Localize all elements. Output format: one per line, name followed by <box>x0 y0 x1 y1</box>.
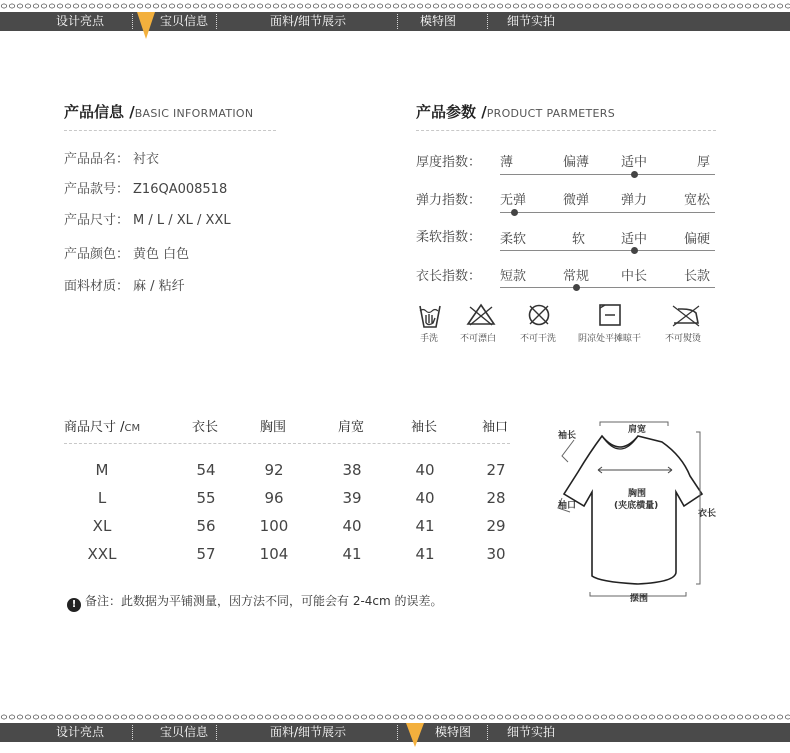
param-option: 微弹 <box>563 193 590 208</box>
param-option: 薄 <box>500 155 514 170</box>
measurement-note: ! 备注：此数据为平铺测量，因方法不同，可能会有 2-4cm 的误差。 <box>67 592 443 612</box>
value-cell: 57 <box>196 545 216 563</box>
param-option: 适中 <box>621 155 648 170</box>
param-option: 宽松 <box>684 193 711 208</box>
value-cell: 41 <box>342 545 362 563</box>
value-cell: 104 <box>259 545 289 563</box>
param-label-softness: 柔软指数： <box>416 230 482 245</box>
param-label-thickness: 厚度指数： <box>416 155 482 170</box>
value-cell: 38 <box>342 461 362 479</box>
value-cell: 30 <box>486 545 506 563</box>
nav-separator <box>487 725 488 740</box>
nav-item-fabric[interactable]: 面料/细节展示 <box>270 14 347 28</box>
params-heading: 产品参数 /PRODUCT PARMETERS <box>416 103 615 121</box>
value-cell: 27 <box>486 461 506 479</box>
size-table-header: 袖长 <box>411 420 438 435</box>
value-cell: 41 <box>415 517 435 535</box>
diagram-label-shoulder: 肩宽 <box>628 425 647 435</box>
param-option: 偏薄 <box>563 155 590 170</box>
diagram-label-chest-sub: (夹底横量) <box>614 501 659 511</box>
nav-separator <box>216 725 217 740</box>
size-table-header: 衣长 <box>192 420 219 435</box>
value-cell: 100 <box>259 517 289 535</box>
diagram-label-chest: 胸围 <box>628 489 647 499</box>
param-option: 软 <box>572 232 586 247</box>
params-divider <box>416 130 716 131</box>
hand-wash-icon <box>418 303 442 329</box>
measurement-diagram <box>548 412 728 612</box>
diagram-label-hem: 摆围 <box>630 594 649 604</box>
param-option: 适中 <box>621 232 648 247</box>
param-indicator-dot <box>631 247 638 254</box>
nav-item-detail[interactable]: 细节实拍 <box>507 14 556 28</box>
param-option: 弹力 <box>621 193 648 208</box>
diagram-label-cuff: 袖口 <box>558 501 577 511</box>
nav-item-model[interactable]: 模特图 <box>420 14 457 28</box>
param-label-length: 衣长指数： <box>416 269 482 284</box>
chain-border <box>0 713 790 721</box>
size-table-header: 肩宽 <box>338 420 365 435</box>
param-option: 无弹 <box>500 193 527 208</box>
no-iron-icon <box>670 303 702 327</box>
size-table-header: 胸围 <box>260 420 287 435</box>
param-option: 短款 <box>500 269 527 284</box>
value-cell: 55 <box>196 489 216 507</box>
bottom-nav-bar <box>0 723 790 742</box>
param-option: 柔软 <box>500 232 527 247</box>
value-cell: 54 <box>196 461 216 479</box>
info-row-color: 产品颜色： 黄色 白色 <box>64 247 190 262</box>
param-scale-line <box>500 287 715 288</box>
nav-separator <box>397 14 398 29</box>
size-cell: XL <box>92 517 112 535</box>
nav-separator <box>132 14 133 29</box>
size-cell: XXL <box>87 545 117 563</box>
care-label: 不可干洗 <box>520 334 557 344</box>
nav-item-detail[interactable]: 细节实拍 <box>507 725 556 739</box>
value-cell: 40 <box>342 517 362 535</box>
nav-separator <box>487 14 488 29</box>
size-table-header: 袖口 <box>482 420 509 435</box>
info-row-name: 产品品名： 衬衣 <box>64 152 160 167</box>
value-cell: 29 <box>486 517 506 535</box>
active-nav-arrow-icon <box>137 12 155 39</box>
param-scale-line <box>500 174 715 175</box>
info-heading: 产品信息 /BASIC INFORMATION <box>64 103 254 121</box>
param-option: 厚 <box>697 155 711 170</box>
active-nav-arrow-icon <box>406 723 424 747</box>
value-cell: 96 <box>264 489 284 507</box>
nav-item-design[interactable]: 设计亮点 <box>56 725 105 739</box>
info-row-material: 面料材质： 麻 / 粘纤 <box>64 279 185 294</box>
shade-dry-flat-icon <box>598 303 622 327</box>
param-option: 偏硬 <box>684 232 711 247</box>
value-cell: 92 <box>264 461 284 479</box>
diagram-label-sleeve-length: 袖长 <box>558 431 577 441</box>
value-cell: 40 <box>415 461 435 479</box>
size-cell: M <box>95 461 109 479</box>
value-cell: 28 <box>486 489 506 507</box>
value-cell: 41 <box>415 545 435 563</box>
no-dry-clean-icon <box>527 303 551 327</box>
info-row-size: 产品尺寸： M / L / XL / XXL <box>64 213 231 228</box>
top-nav <box>0 0 790 34</box>
param-indicator-dot <box>511 209 518 216</box>
nav-item-model[interactable]: 模特图 <box>435 725 472 739</box>
nav-separator <box>132 725 133 740</box>
param-label-elasticity: 弹力指数： <box>416 193 482 208</box>
nav-separator <box>397 725 398 740</box>
param-option: 常规 <box>563 269 590 284</box>
size-table-divider <box>64 443 510 444</box>
warning-icon: ! <box>67 598 81 612</box>
nav-item-info[interactable]: 宝贝信息 <box>160 725 209 739</box>
param-scale-line <box>500 250 715 251</box>
param-indicator-dot <box>631 171 638 178</box>
nav-separator <box>216 14 217 29</box>
no-bleach-icon <box>466 303 496 327</box>
care-label: 手洗 <box>420 334 439 344</box>
care-label: 不可漂白 <box>460 334 497 344</box>
diagram-label-length: 衣长 <box>698 509 717 519</box>
param-scale-line <box>500 212 715 213</box>
value-cell: 39 <box>342 489 362 507</box>
bottom-nav <box>0 711 790 745</box>
param-indicator-dot <box>573 284 580 291</box>
care-label: 阴凉处平摊晾干 <box>578 334 642 344</box>
care-label: 不可熨烫 <box>665 334 702 344</box>
value-cell: 40 <box>415 489 435 507</box>
chain-border <box>0 2 790 10</box>
param-option: 中长 <box>621 269 648 284</box>
info-row-sku: 产品款号： Z16QA008518 <box>64 182 228 197</box>
size-cell: L <box>97 489 107 507</box>
top-nav-bar <box>0 12 790 31</box>
nav-item-fabric[interactable]: 面料/细节展示 <box>270 725 347 739</box>
info-divider <box>64 130 276 131</box>
nav-item-design[interactable]: 设计亮点 <box>56 14 105 28</box>
param-option: 长款 <box>684 269 711 284</box>
value-cell: 56 <box>196 517 216 535</box>
size-table-header-size: 商品尺寸 /CM <box>64 420 141 435</box>
nav-item-info[interactable]: 宝贝信息 <box>160 14 209 28</box>
